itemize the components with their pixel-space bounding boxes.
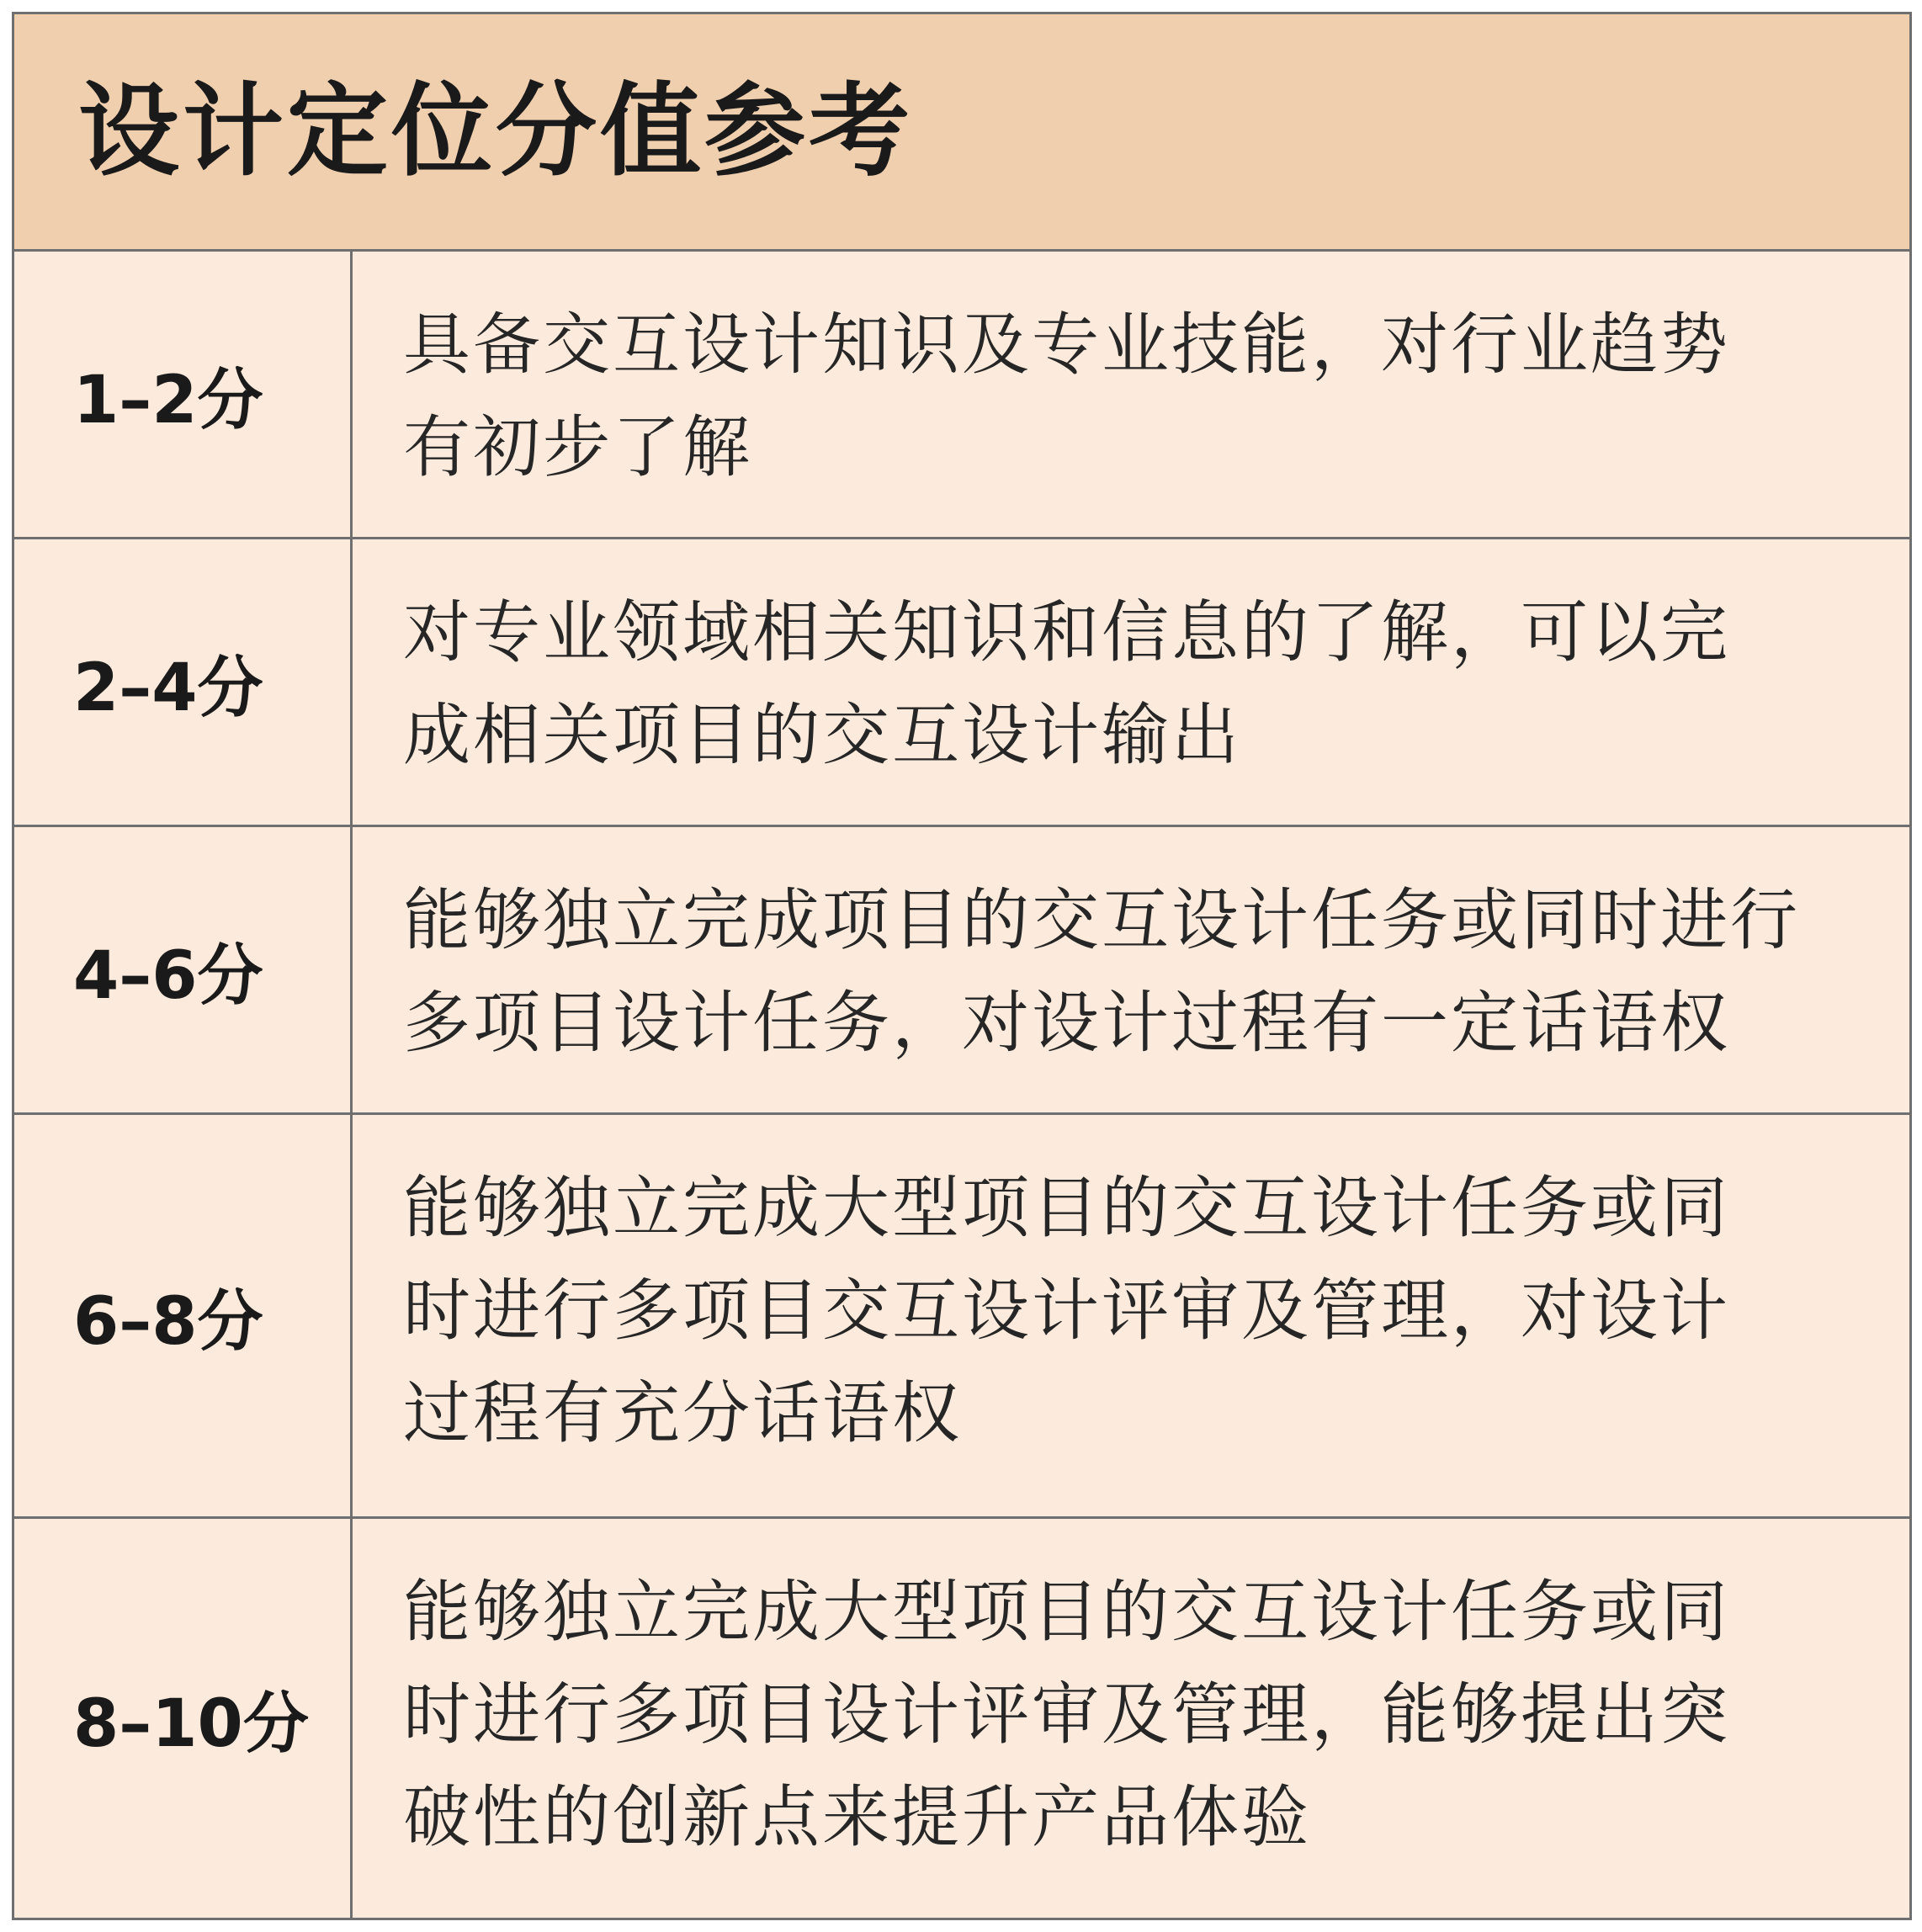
description-line: 多项目设计任务，对设计过程有一定话语权 <box>403 984 1730 1062</box>
score-reference-table <box>12 12 1912 1920</box>
page-title: 设计定位分值参考 <box>78 73 913 190</box>
description-cell <box>353 539 1909 825</box>
description-line: 成相关项目的交互设计输出 <box>403 696 1241 774</box>
table-row <box>14 827 1909 1115</box>
table-row <box>14 539 1909 827</box>
description-cell <box>353 1519 1909 1918</box>
description-line: 时进行多项目交互设计评审及管理，对设计 <box>403 1271 1730 1350</box>
score-cell: 2–4分 <box>14 539 353 825</box>
description-cell <box>353 827 1909 1112</box>
score-cell: 6–8分 <box>14 1115 353 1516</box>
description-line: 能够独立完成大型项目的交互设计任务或同 <box>403 1573 1730 1651</box>
description-line: 能够独立完成大型项目的交互设计任务或同 <box>403 1169 1730 1247</box>
score-cell: 1–2分 <box>14 252 353 537</box>
description-line: 过程有充分话语权 <box>403 1374 962 1452</box>
description-cell <box>353 252 1909 537</box>
description-line: 具备交互设计知识及专业技能，对行业趋势 <box>403 305 1730 384</box>
description-line: 破性的创新点来提升产品体验 <box>403 1778 1311 1856</box>
table-row <box>14 252 1909 539</box>
score-cell: 4–6分 <box>14 827 353 1112</box>
table-header <box>14 14 1909 252</box>
description-line: 有初步了解 <box>403 408 752 486</box>
description-line: 能够独立完成项目的交互设计任务或同时进行 <box>403 881 1800 959</box>
description-line: 时进行多项目设计评审及管理，能够提出突 <box>403 1675 1730 1754</box>
description-line: 对专业领域相关知识和信息的了解，可以完 <box>403 593 1730 671</box>
score-cell: 8–10分 <box>14 1519 353 1918</box>
table-row <box>14 1519 1909 1918</box>
description-cell <box>353 1115 1909 1516</box>
table-row <box>14 1115 1909 1519</box>
